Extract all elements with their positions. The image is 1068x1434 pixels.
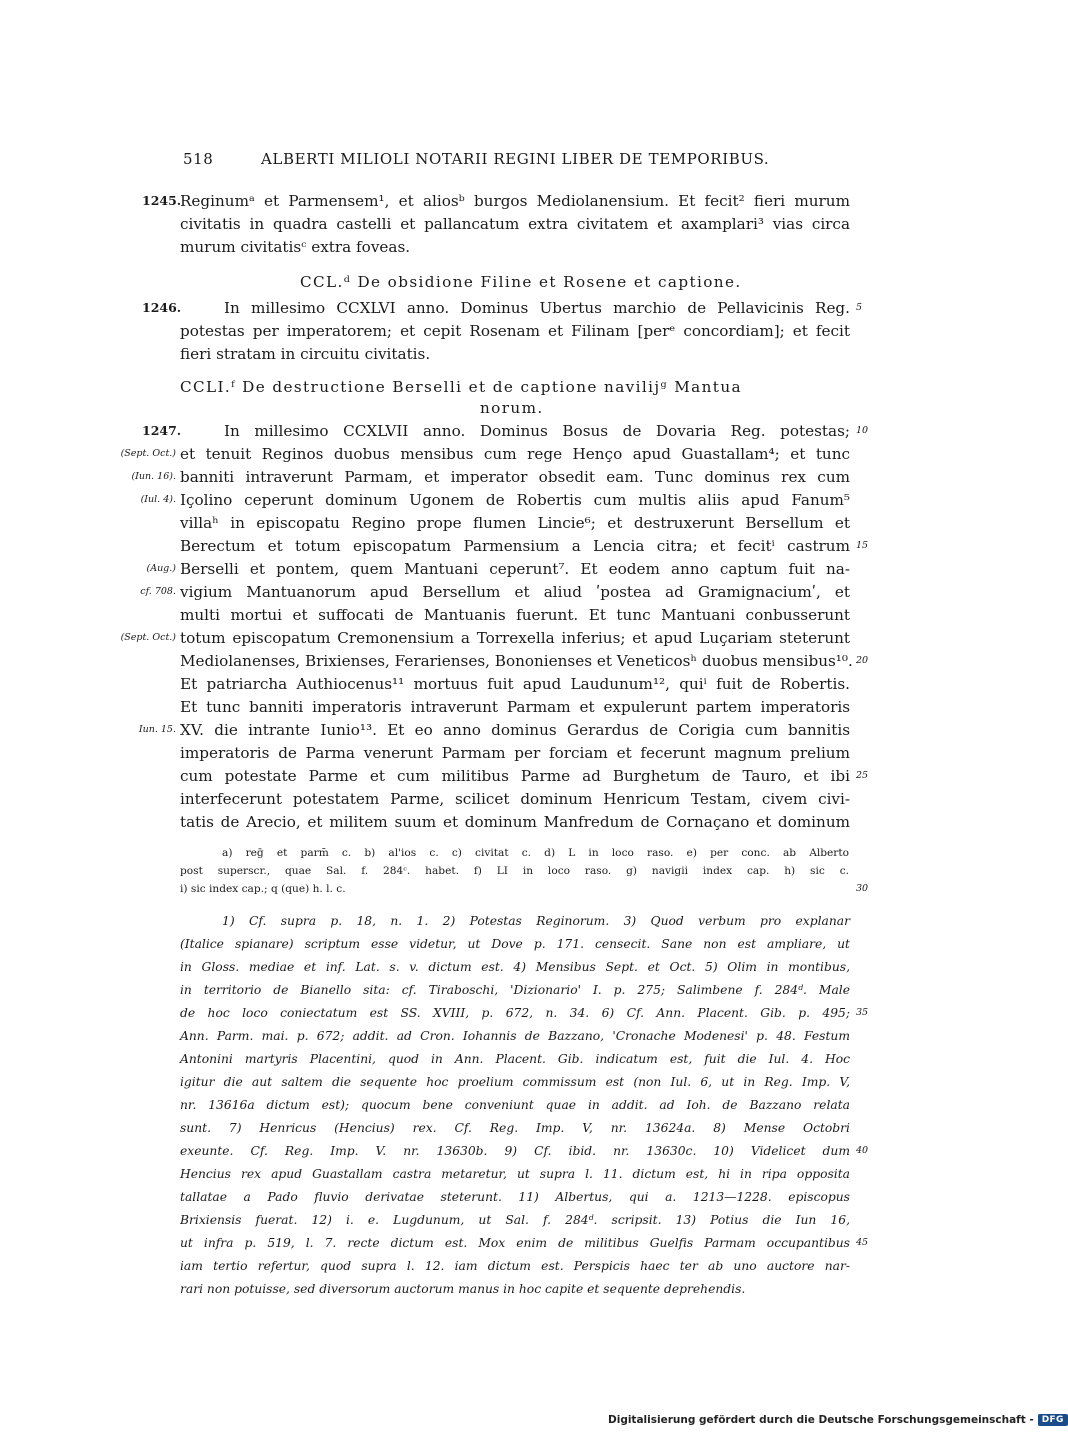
text-line: civitatis in quadra castelli et pallancatum extra civitatem et axamplari³ vias circa [180,215,850,233]
margin-note: (Iun. 16). [131,471,176,482]
chapter-heading: CCLI.ᶠ De destructione Berselli et de captione navilijᵍ Mantua [180,378,742,396]
footnote-line: nr. 13616a dictum est); quocum bene conveniunt quae in addit. ad Ioh. de Bazzano relata [180,1098,850,1112]
text-line: In millesimo CCXLVII anno. Dominus Bosus de Dovaria Reg. potestas; [224,422,850,440]
line-number: 25 [856,770,869,781]
text-line: imperatoris de Parma venerunt Parmam per forciam et fecerunt magnum prelium [180,744,850,762]
footnote-line: ut infra p. 519, l. 7. recte dictum est. Mox enim de militibus Guelfis Parmam occupantibus [180,1236,850,1250]
text-line: totum episcopatum Cremonensium a Torrexella inferius; et apud Luçariam steterunt [180,629,850,647]
text-line: banniti intraverunt Parmam, et imperator obsedit eam. Tunc dominus rex cum [180,468,850,486]
dfg-logo-icon: DFG [1038,1414,1068,1426]
apparatus-line: a) reḡ et parm̄ c. b) al'ios c. c) civitat c. d) L in loco raso. e) per conc. ab Alberto [222,847,849,859]
footnote-line: igitur die aut saltem die sequente hoc proelium commissum est (non Iul. 6, ut in Reg. Imp. V, [180,1075,850,1089]
footnote-line: exeunte. Cf. Reg. Imp. V. nr. 13630b. 9) Cf. ibid. nr. 13630c. 10) Videlicet dum [180,1144,850,1158]
footnote-line: de hoc loco coniectatum est SS. XVIII, p. 672, n. 34. 6) Cf. Ann. Placent. Gib. p. 495; [180,1006,850,1020]
text-line: multi mortui et suffocati de Mantuanis fuerunt. Et tunc Mantuani conbusserunt [180,606,850,624]
line-number: 15 [856,540,869,551]
line-number: 5 [856,302,863,313]
text-line: villaʰ in episcopatu Regino prope flumen Lincie⁶; et destruxerunt Bersellum et [180,514,850,532]
text-line: potestas per imperatorem; et cepit Rosenam et Filinam [perᵉ concordiam]; et fecit [180,322,850,340]
footnote-line: Antonini martyris Placentini, quod in Ann. Placent. Gib. indicatum est, fuit die Iul. 4. Hoc [180,1052,850,1066]
text-line: tatis de Arecio, et militem suum et dominum Manfredum de Cornaçano et dominum [180,813,850,831]
text-line: Berselli et pontem, quem Mantuani ceperunt⁷. Et eodem anno captum fuit na- [180,560,850,578]
margin-note: (Iul. 4). [140,494,176,505]
margin-note: (Aug.) [146,563,176,574]
chapter-heading: CCL.ᵈ De obsidione Filine et Rosene et captione. [300,273,742,291]
footnote-line: (Italice spianare) scriptum esse videtur, ut Dove p. 171. censecit. Sane non est ampliare, ut [180,937,850,951]
footnote-line: 1) Cf. supra p. 18, n. 1. 2) Potestas Reginorum. 3) Quod verbum pro explanar [222,914,850,928]
year-marker: 1246. [142,300,182,315]
page-number: 518 [183,150,214,168]
footnote-line: rari non potuisse, sed diversorum auctorum manus in hoc capite et sequente deprehendis. [180,1282,746,1296]
apparatus-line: i) sic index cap.; q (que) h. l. c. [180,883,346,895]
footnote-line: sunt. 7) Henricus (Hencius) rex. Cf. Reg. Imp. V, nr. 13624a. 8) Mense Octobri [180,1121,850,1135]
running-header [183,150,783,174]
text-line: vigium Mantuanorum apud Bersellum et aliud ʹpostea ad Gramignaciumʹ, et [180,583,850,601]
text-line: Et patriarcha Authiocenus¹¹ mortuus fuit apud Laudunum¹², quiⁱ fuit de Robertis. [180,675,850,693]
text-line: Içolino ceperunt dominum Ugonem de Robertis cum multis aliis apud Fanum⁵ [180,491,850,509]
text-line: murum civitatisᶜ extra foveas. [180,238,411,256]
year-marker: 1247. [142,423,182,438]
text-line: Berectum et totum episcopatum Parmensium a Lencia citra; et fecitⁱ castrum [180,537,850,555]
footnote-line: in Gloss. mediae et inf. Lat. s. v. dictum est. 4) Mensibus Sept. et Oct. 5) Olim in montibus, [180,960,850,974]
text-line: interfecerunt potestatem Parme, scilicet dominum Henricum Testam, civem civi- [180,790,850,808]
digitization-credit [608,1413,1068,1427]
text-line: In millesimo CCXLVI anno. Dominus Ubertus marchio de Pellavicinis Reg. [224,299,850,317]
text-line: et tenuit Reginos duobus mensibus cum rege Henço apud Guastallam⁴; et tunc [180,445,850,463]
margin-note: Iun. 15. [138,724,176,735]
text-line: Et tunc banniti imperatoris intraverunt Parmam et expulerunt partem imperatoris [180,698,850,716]
line-number: 45 [856,1237,869,1248]
margin-note: cf. 708. [140,586,176,597]
year-marker: 1245. [142,193,182,208]
footnote-line: Hencius rex apud Guastallam castra metaretur, ut supra l. 11. dictum est, hi in ripa opposita [180,1167,850,1181]
footnote-line: in territorio de Bianello sita: cf. Tiraboschi, 'Dizionario' I. p. 275; Salimbene f. 284ᵈ. Male [180,983,850,997]
apparatus-line: post superscr., quae Sal. f. 284ᶜ. habet. f) LI in loco raso. g) navigii index cap. h) sic c. [180,865,849,877]
line-number: 40 [856,1145,869,1156]
footnote-line: Brixiensis fuerat. 12) i. e. Lugdunum, ut Sal. f. 284ᵈ. scripsit. 13) Potius die Iun 16, [180,1213,850,1227]
footnote-line: tallatae a Pado fluvio derivatae steterunt. 11) Albertus, qui a. 1213—1228. episcopus [180,1190,850,1204]
text-line: fieri stratam in circuitu civitatis. [180,345,431,363]
chapter-heading-continued: norum. [480,399,544,417]
margin-note: (Sept. Oct.) [120,632,176,643]
credit-text: Digitalisierung gefördert durch die Deutsche Forschungsgemeinschaft - [608,1414,1034,1426]
line-number: 20 [856,655,869,666]
running-title: ALBERTI MILIOLI NOTARII REGINI LIBER DE TEMPORIBUS. [261,150,770,168]
line-number: 35 [856,1007,869,1018]
footnote-line: iam tertio refertur, quod supra l. 12. iam dictum est. Perspicis haec ter ab uno auctore nar- [180,1259,850,1273]
line-number: 30 [856,883,869,894]
margin-note: (Sept. Oct.) [120,448,176,459]
text-line: Reginumᵃ et Parmensem¹, et aliosᵇ burgos Mediolanensium. Et fecit² fieri murum [180,192,850,210]
text-line: XV. die intrante Iunio¹³. Et eo anno dominus Gerardus de Corigia cum bannitis [180,721,850,739]
text-line: cum potestate Parme et cum militibus Parme ad Burghetum de Tauro, et ibi [180,767,850,785]
footnote-line: Ann. Parm. mai. p. 672; addit. ad Cron. Iohannis de Bazzano, 'Cronache Modenesi' p. 48. Festum [180,1029,850,1043]
line-number: 10 [856,425,869,436]
text-line: Mediolanenses, Brixienses, Ferarienses, Bononienses et Veneticosʰ duobus mensibus¹⁰. [180,652,853,670]
